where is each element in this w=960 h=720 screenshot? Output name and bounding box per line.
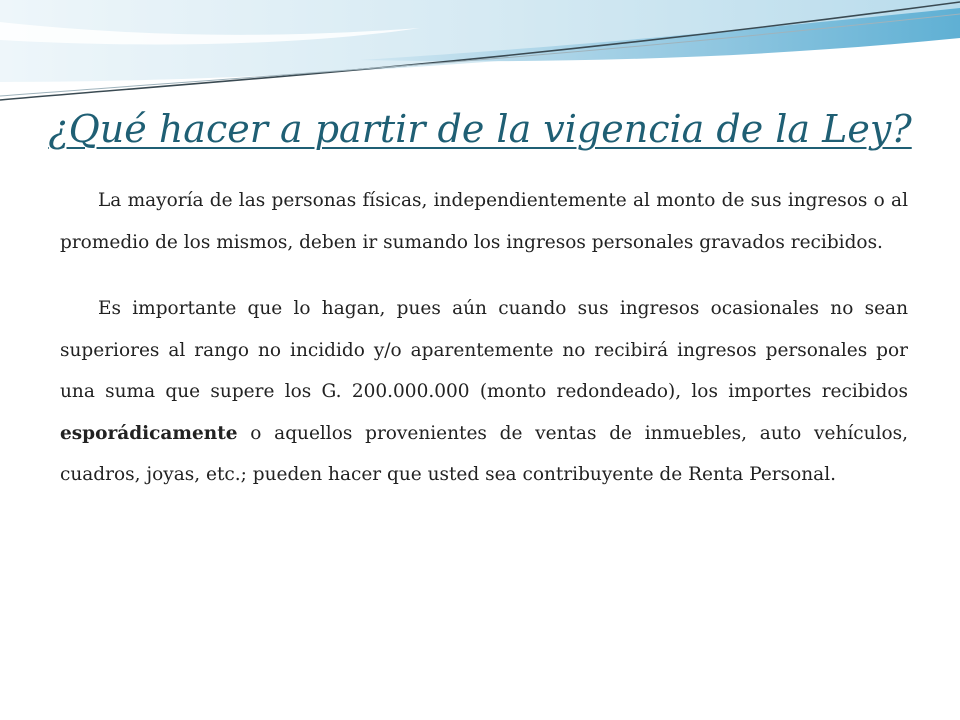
slide-title: ¿Qué hacer a partir de la vigencia de la Ley? [48, 107, 912, 151]
paragraph-2-text-after: o aquellos provenientes de ventas de inmuebles, auto vehículos, cuadros, joyas, etc.; pueden hacer que usted sea contribuyente de Renta Personal. [60, 422, 908, 485]
paragraph-2 [60, 288, 908, 496]
paragraph-2-emphasis: esporádicamente [60, 422, 238, 444]
slide-body [60, 180, 908, 496]
header-swoosh-decoration [0, 0, 960, 110]
paragraph-2-text-before: Es importante que lo hagan, pues aún cuando sus ingresos ocasionales no sean superiores al rango no incidido y/o aparentemente no recibirá ingresos personales por una suma que supere los G. 200.000.000 (monto redondeado), los importes recibidos [60, 298, 908, 402]
paragraph-1: La mayoría de las personas físicas, independientemente al monto de sus ingresos o al promedio de los mismos, deben ir sumando los ingresos personales gravados recibidos. [60, 190, 908, 253]
